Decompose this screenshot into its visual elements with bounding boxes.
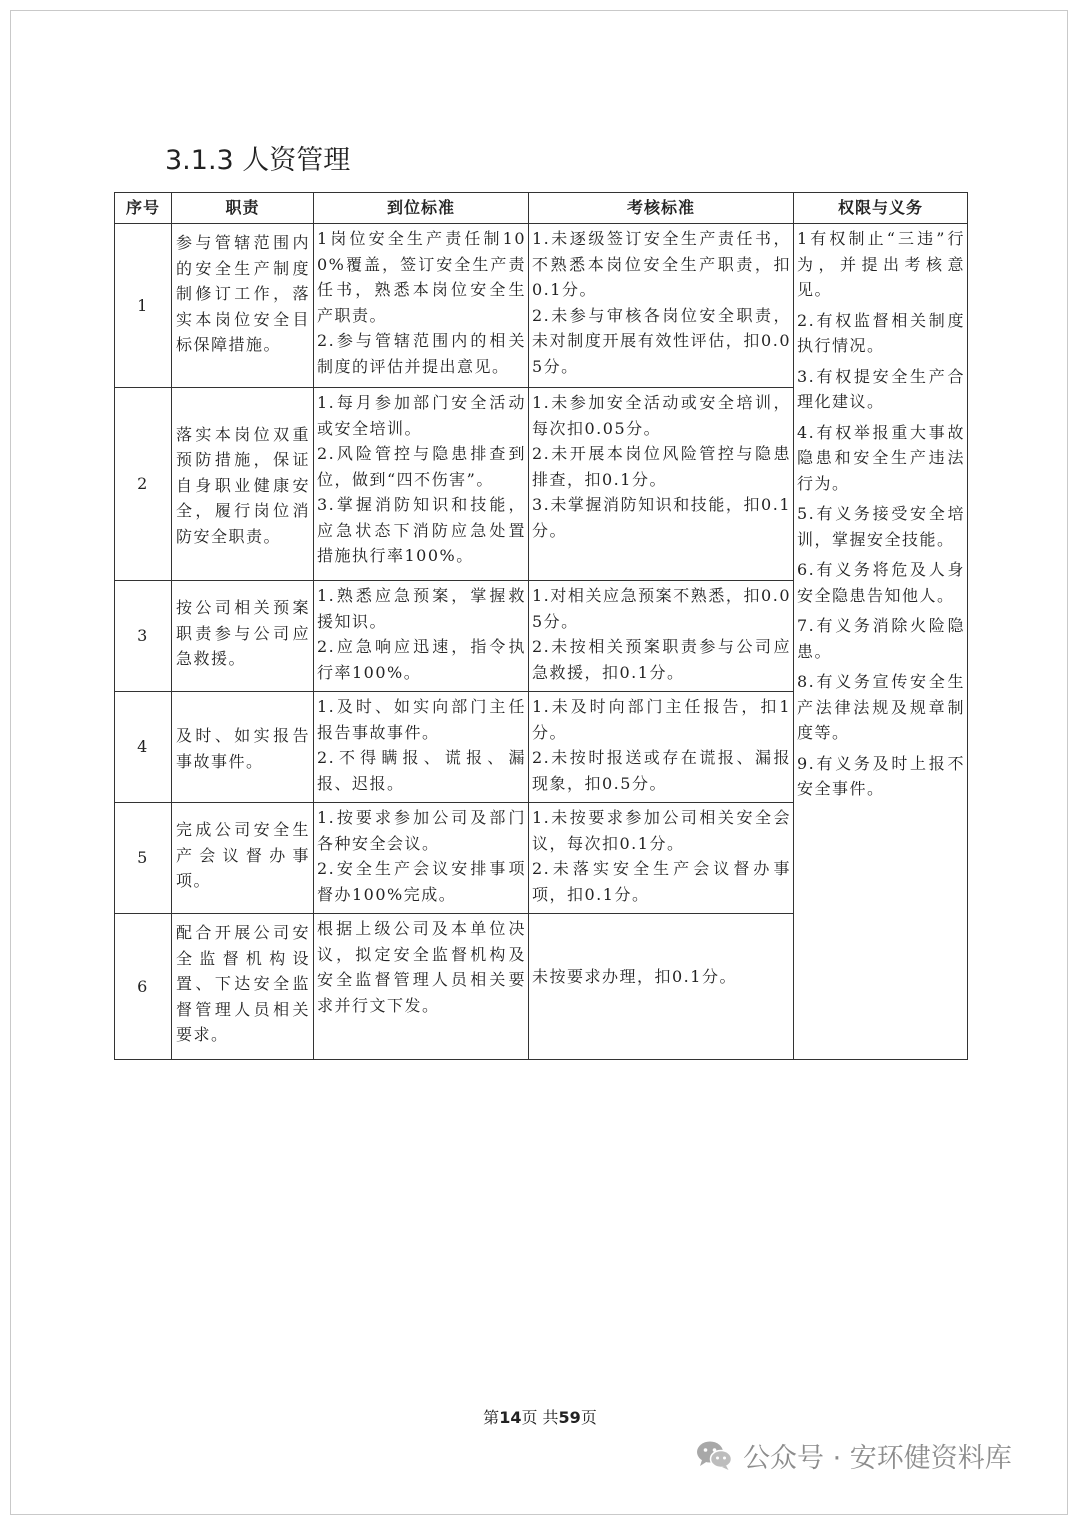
row-no: 4 <box>115 692 172 803</box>
assessment-item: 2.未开展本岗位风险管控与隐患排查，扣0.1分。 <box>532 444 791 489</box>
standard-item: 2.参与管辖范围内的相关制度的评估并提出意见。 <box>317 331 526 376</box>
row-assessment <box>529 914 794 1060</box>
assessment-item: 2.未落实安全生产会议督办事项，扣0.1分。 <box>532 859 791 904</box>
assessment-item: 1.未按要求参加公司相关安全会议，每次扣0.1分。 <box>532 808 791 853</box>
table-row <box>115 224 968 388</box>
footer-suffix: 页 <box>580 1408 597 1427</box>
duty-table <box>114 192 968 1060</box>
standard-item: 1.按要求参加公司及部门各种安全会议。 <box>317 808 526 853</box>
row-standard <box>314 692 529 803</box>
row-assessment <box>529 803 794 914</box>
assessment-item: 2.未按时报送或存在谎报、漏报现象，扣0.5分。 <box>532 748 791 793</box>
row-no: 3 <box>115 581 172 692</box>
rights-item: 7.有义务消除火险隐患。 <box>797 616 965 661</box>
footer-prefix: 第 <box>483 1408 500 1427</box>
standard-item: 1.及时、如实向部门主任报告事故事件。 <box>317 697 526 742</box>
standard-item: 根据上级公司及本单位决议，拟定安全监督机构及安全监督管理人员相关要求并行文下发。 <box>317 919 526 1015</box>
section-title: 3.1.3 人资管理 <box>165 145 351 176</box>
rights-item: 2.有权监督相关制度执行情况。 <box>797 310 965 355</box>
assessment-item: 1.对相关应急预案不熟悉，扣0.05分。 <box>532 586 791 631</box>
row-no: 6 <box>115 914 172 1060</box>
row-duty: 落实本岗位双重预防措施，保证自身职业健康安全，履行岗位消防安全职责。 <box>172 388 314 581</box>
footer-total-pages: 59 <box>558 1408 581 1427</box>
page-footer <box>0 1405 1080 1428</box>
rights-cell <box>794 224 968 1060</box>
rights-item: 4.有权举报重大事故隐患和安全生产违法行为。 <box>797 422 965 493</box>
rights-item: 6.有义务将危及人身安全隐患告知他人。 <box>797 560 965 605</box>
rights-item: 5.有义务接受安全培训，掌握安全技能。 <box>797 504 965 549</box>
header-rights: 权限与义务 <box>794 193 968 224</box>
row-duty: 完成公司安全生产会议督办事项。 <box>172 803 314 914</box>
assessment-item: 1.未参加安全活动或安全培训，每次扣0.05分。 <box>532 393 791 438</box>
assessment-item: 3.未掌握消防知识和技能，扣0.1分。 <box>532 495 791 540</box>
footer-middle: 页 共 <box>521 1408 559 1427</box>
header-no: 序号 <box>115 193 172 224</box>
standard-item: 2.应急响应迅速，指令执行率100%。 <box>317 637 526 682</box>
standard-item: 2.不得瞒报、谎报、漏报、迟报。 <box>317 748 526 793</box>
assessment-item: 1.未及时向部门主任报告，扣1分。 <box>532 697 791 742</box>
header-duty: 职责 <box>172 193 314 224</box>
row-assessment <box>529 224 794 388</box>
rights-item: 1有权制止“三违”行为，并提出考核意见。 <box>797 229 965 299</box>
standard-item: 2.风险管控与隐患排查到位，做到“四不伤害”。 <box>317 444 526 489</box>
standard-item: 3.掌握消防知识和技能，应急状态下消防应急处置措施执行率100%。 <box>317 495 526 565</box>
rights-item: 8.有义务宣传安全生产法律法规及规章制度等。 <box>797 672 965 742</box>
standard-item: 2.安全生产会议安排事项督办100%完成。 <box>317 859 526 904</box>
row-duty: 按公司相关预案职责参与公司应急救援。 <box>172 581 314 692</box>
header-standard: 到位标准 <box>314 193 529 224</box>
assessment-item: 2.未参与审核各岗位安全职责，未对制度开展有效性评估，扣0.05分。 <box>532 305 791 376</box>
row-no: 1 <box>115 224 172 388</box>
watermark <box>695 1437 1012 1473</box>
rights-item: 9.有义务及时上报不安全事件。 <box>797 753 965 798</box>
row-assessment <box>529 388 794 581</box>
row-no: 2 <box>115 388 172 581</box>
table-header-row <box>115 193 968 224</box>
row-duty: 配合开展公司安全监督机构设置、下达安全监督管理人员相关要求。 <box>172 914 314 1060</box>
watermark-text: 公众号 · 安环健资料库 <box>743 1442 1012 1474</box>
row-no: 5 <box>115 803 172 914</box>
row-standard <box>314 224 529 388</box>
standard-item: 1.每月参加部门安全活动或安全培训。 <box>317 393 526 438</box>
row-standard <box>314 388 529 581</box>
footer-current-page: 14 <box>499 1408 522 1427</box>
wechat-icon <box>695 1439 733 1471</box>
row-assessment <box>529 581 794 692</box>
assessment-item: 1.未逐级签订安全生产责任书，不熟悉本岗位安全生产职责，扣0.1分。 <box>532 229 791 299</box>
rights-item: 3.有权提安全生产合理化建议。 <box>797 366 965 411</box>
standard-item: 1.熟悉应急预案，掌握救援知识。 <box>317 586 526 631</box>
assessment-item: 2.未按相关预案职责参与公司应急救援，扣0.1分。 <box>532 637 791 682</box>
row-standard <box>314 581 529 692</box>
row-assessment <box>529 692 794 803</box>
header-assessment: 考核标准 <box>529 193 794 224</box>
row-standard <box>314 914 529 1060</box>
row-duty: 及时、如实报告事故事件。 <box>172 692 314 803</box>
row-duty: 参与管辖范围内的安全生产制度制修订工作，落实本岗位安全目标保障措施。 <box>172 224 314 388</box>
standard-item: 1岗位安全生产责任制100%覆盖，签订安全生产责任书，熟悉本岗位安全生产职责。 <box>317 229 526 325</box>
row-standard <box>314 803 529 914</box>
assessment-item: 未按要求办理，扣0.1分。 <box>532 966 737 986</box>
